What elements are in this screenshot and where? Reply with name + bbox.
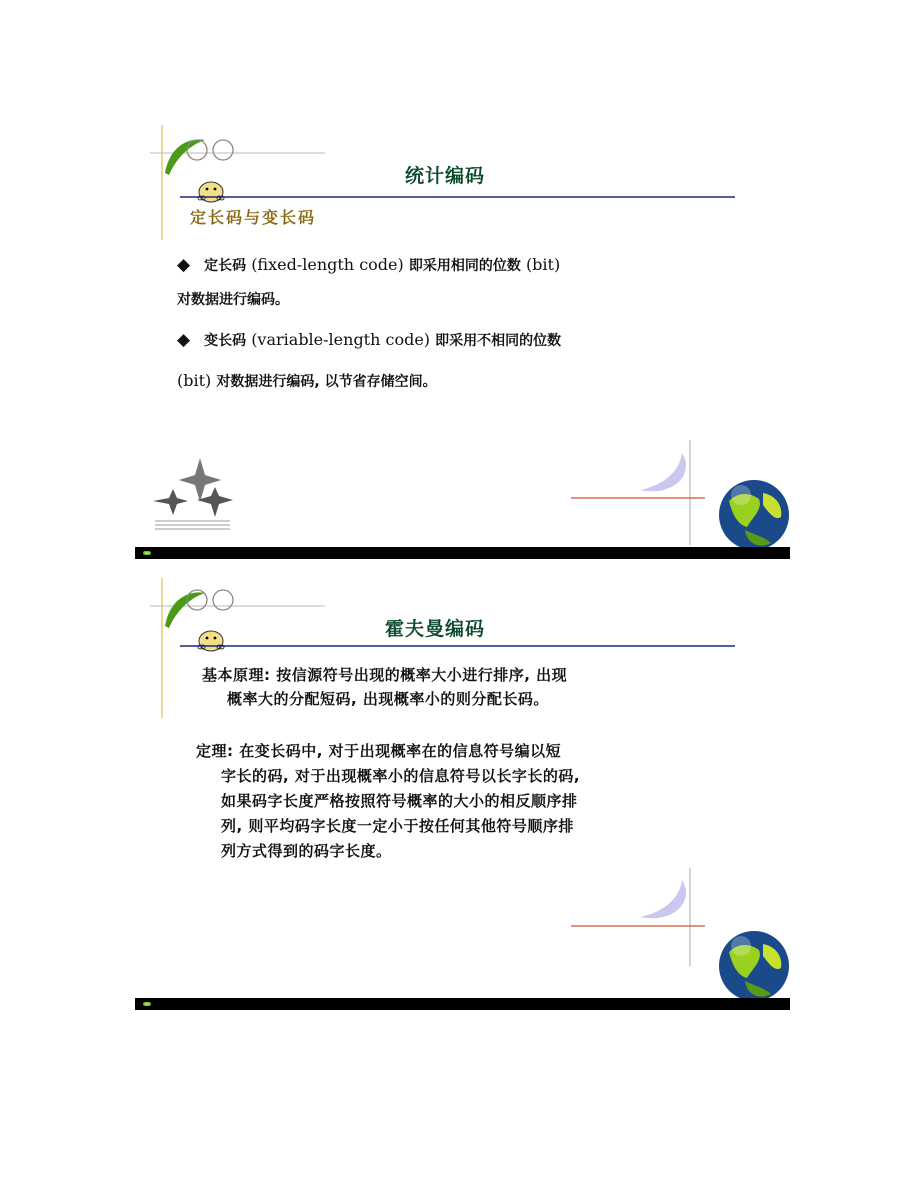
principle-line-2: 概率大的分配短码, 出现概率小的则分配长码。	[227, 690, 549, 708]
theorem-line-1: 定理: 在变长码中, 对于出现概率在的信息符号编以短	[196, 742, 562, 760]
bullet-fixed-length: ◆ 定长码 (fixed-length code) 即采用相同的位数 (bit)	[177, 255, 561, 275]
slide-bottom-bar	[135, 998, 790, 1010]
bar-dot	[143, 551, 151, 555]
slide-title: 统计编码	[405, 165, 486, 187]
bullet-variable-length-cont: (bit) 对数据进行编码, 以节省存储空间。	[177, 371, 437, 390]
crescent-moon-icon	[640, 453, 686, 491]
diamond-bullet-icon: ◆	[177, 255, 191, 275]
bar-dot	[143, 1002, 151, 1006]
four-point-stars-icon	[153, 458, 233, 529]
peeking-face-icon	[198, 182, 224, 202]
slide-huffman-coding	[135, 578, 790, 1012]
bullet-fixed-length-cont: 对数据进行编码。	[177, 292, 289, 308]
globe-icon	[719, 480, 789, 550]
peeking-face-icon	[198, 631, 224, 651]
three-circles-icon	[165, 590, 233, 628]
slide-bottom-bar	[135, 547, 790, 559]
principle-line-1: 基本原理: 按信源符号出现的概率大小进行排序, 出现	[202, 666, 568, 684]
crescent-moon-icon	[640, 880, 686, 918]
theorem-line-5: 列方式得到的码字长度。	[221, 842, 392, 860]
globe-icon	[719, 931, 789, 1001]
theorem-line-2: 字长的码, 对于出现概率小的信息符号以长字长的码,	[221, 767, 581, 785]
bullet-variable-length: ◆ 变长码 (variable-length code) 即采用不相同的位数	[177, 330, 562, 350]
slide-statistical-coding	[135, 125, 790, 559]
slide-subtitle: 定长码与变长码	[190, 208, 317, 227]
theorem-line-4: 列, 则平均码字长度一定小于按任何其他符号顺序排	[221, 817, 574, 835]
three-circles-icon	[165, 139, 233, 175]
theorem-line-3: 如果码字长度严格按照符号概率的大小的相反顺序排	[221, 792, 578, 810]
slide-title: 霍夫曼编码	[385, 618, 486, 640]
diamond-bullet-icon: ◆	[177, 330, 191, 350]
